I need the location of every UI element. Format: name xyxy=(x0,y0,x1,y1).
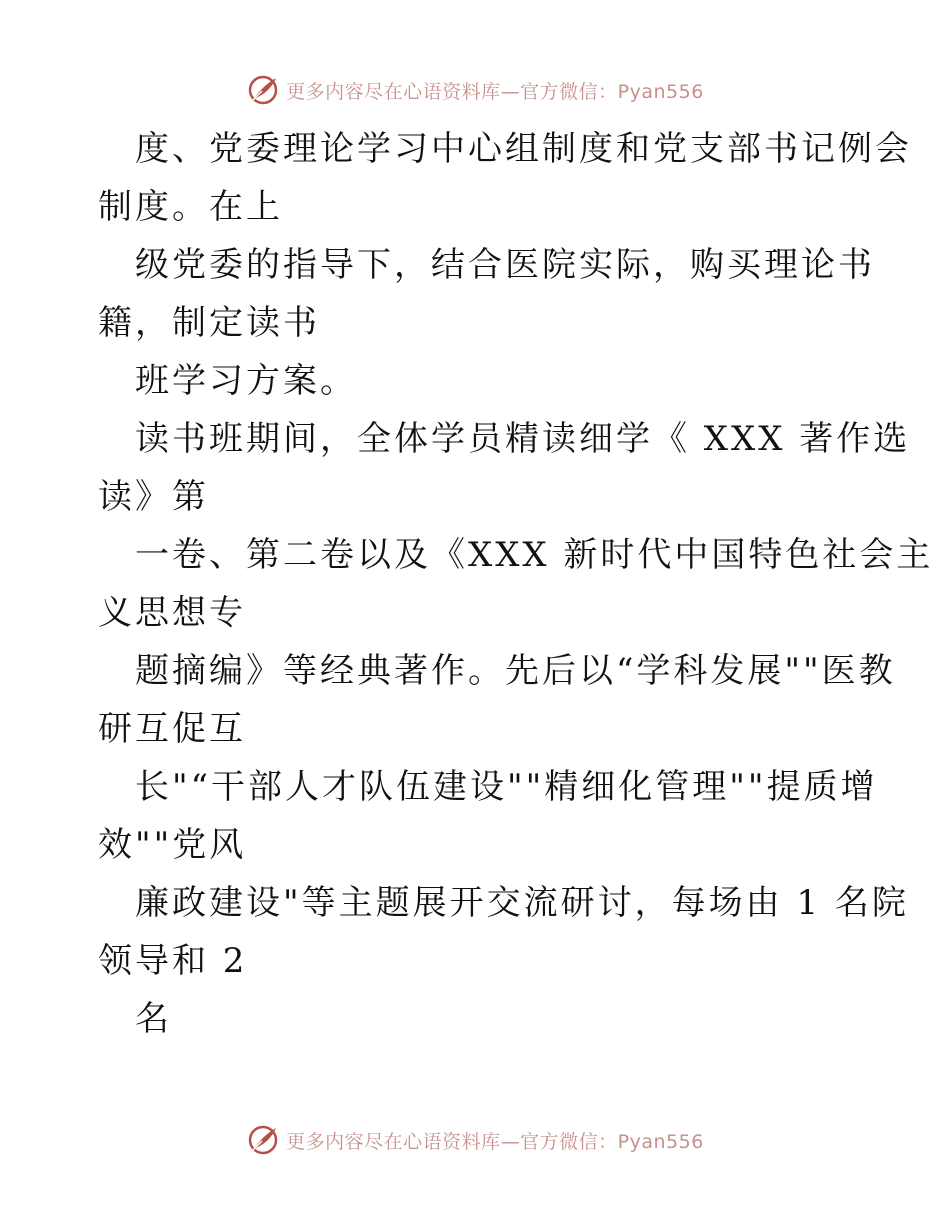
text-line: 级党委的指导下，结合医院实际，购买理论书 xyxy=(135,245,875,285)
text-line: 读书班期间，全体学员精读细学《 XXX 著作选 xyxy=(135,419,911,459)
text-line: 一卷、第二卷以及《XXX 新时代中国特色社会主 xyxy=(135,535,934,575)
text-line: 班学习方案。 xyxy=(135,361,357,401)
text-line: 研互促互 xyxy=(98,709,246,749)
footer-watermark xyxy=(0,1120,950,1160)
header-watermark xyxy=(0,70,950,110)
text-line: 名 xyxy=(135,999,172,1039)
feather-pen-logo-icon xyxy=(246,73,280,107)
text-line: 效""党风 xyxy=(98,825,247,865)
text-line: 制度。在上 xyxy=(98,187,283,227)
footer-watermark-text: 更多内容尽在心语资料库—官方微信：Pyan556 xyxy=(286,1130,704,1153)
document-body xyxy=(98,120,934,1048)
feather-pen-logo-icon xyxy=(246,1123,280,1157)
text-line: 读》第 xyxy=(98,477,209,517)
text-line: 领导和 2 xyxy=(98,941,248,981)
text-line: 廉政建设"等主题展开交流研讨，每场由 1 名院 xyxy=(135,883,909,923)
text-line: 籍，制定读书 xyxy=(98,303,320,343)
text-line: 度、党委理论学习中心组制度和党支部书记例会 xyxy=(135,129,912,169)
text-line: 长"“干部人才队伍建设""精细化管理""提质增 xyxy=(135,767,878,807)
text-line: 题摘编》等经典著作。先后以“学科发展""医教 xyxy=(135,651,896,691)
text-line: 义思想专 xyxy=(98,593,246,633)
header-watermark-text: 更多内容尽在心语资料库—官方微信：Pyan556 xyxy=(286,80,704,103)
